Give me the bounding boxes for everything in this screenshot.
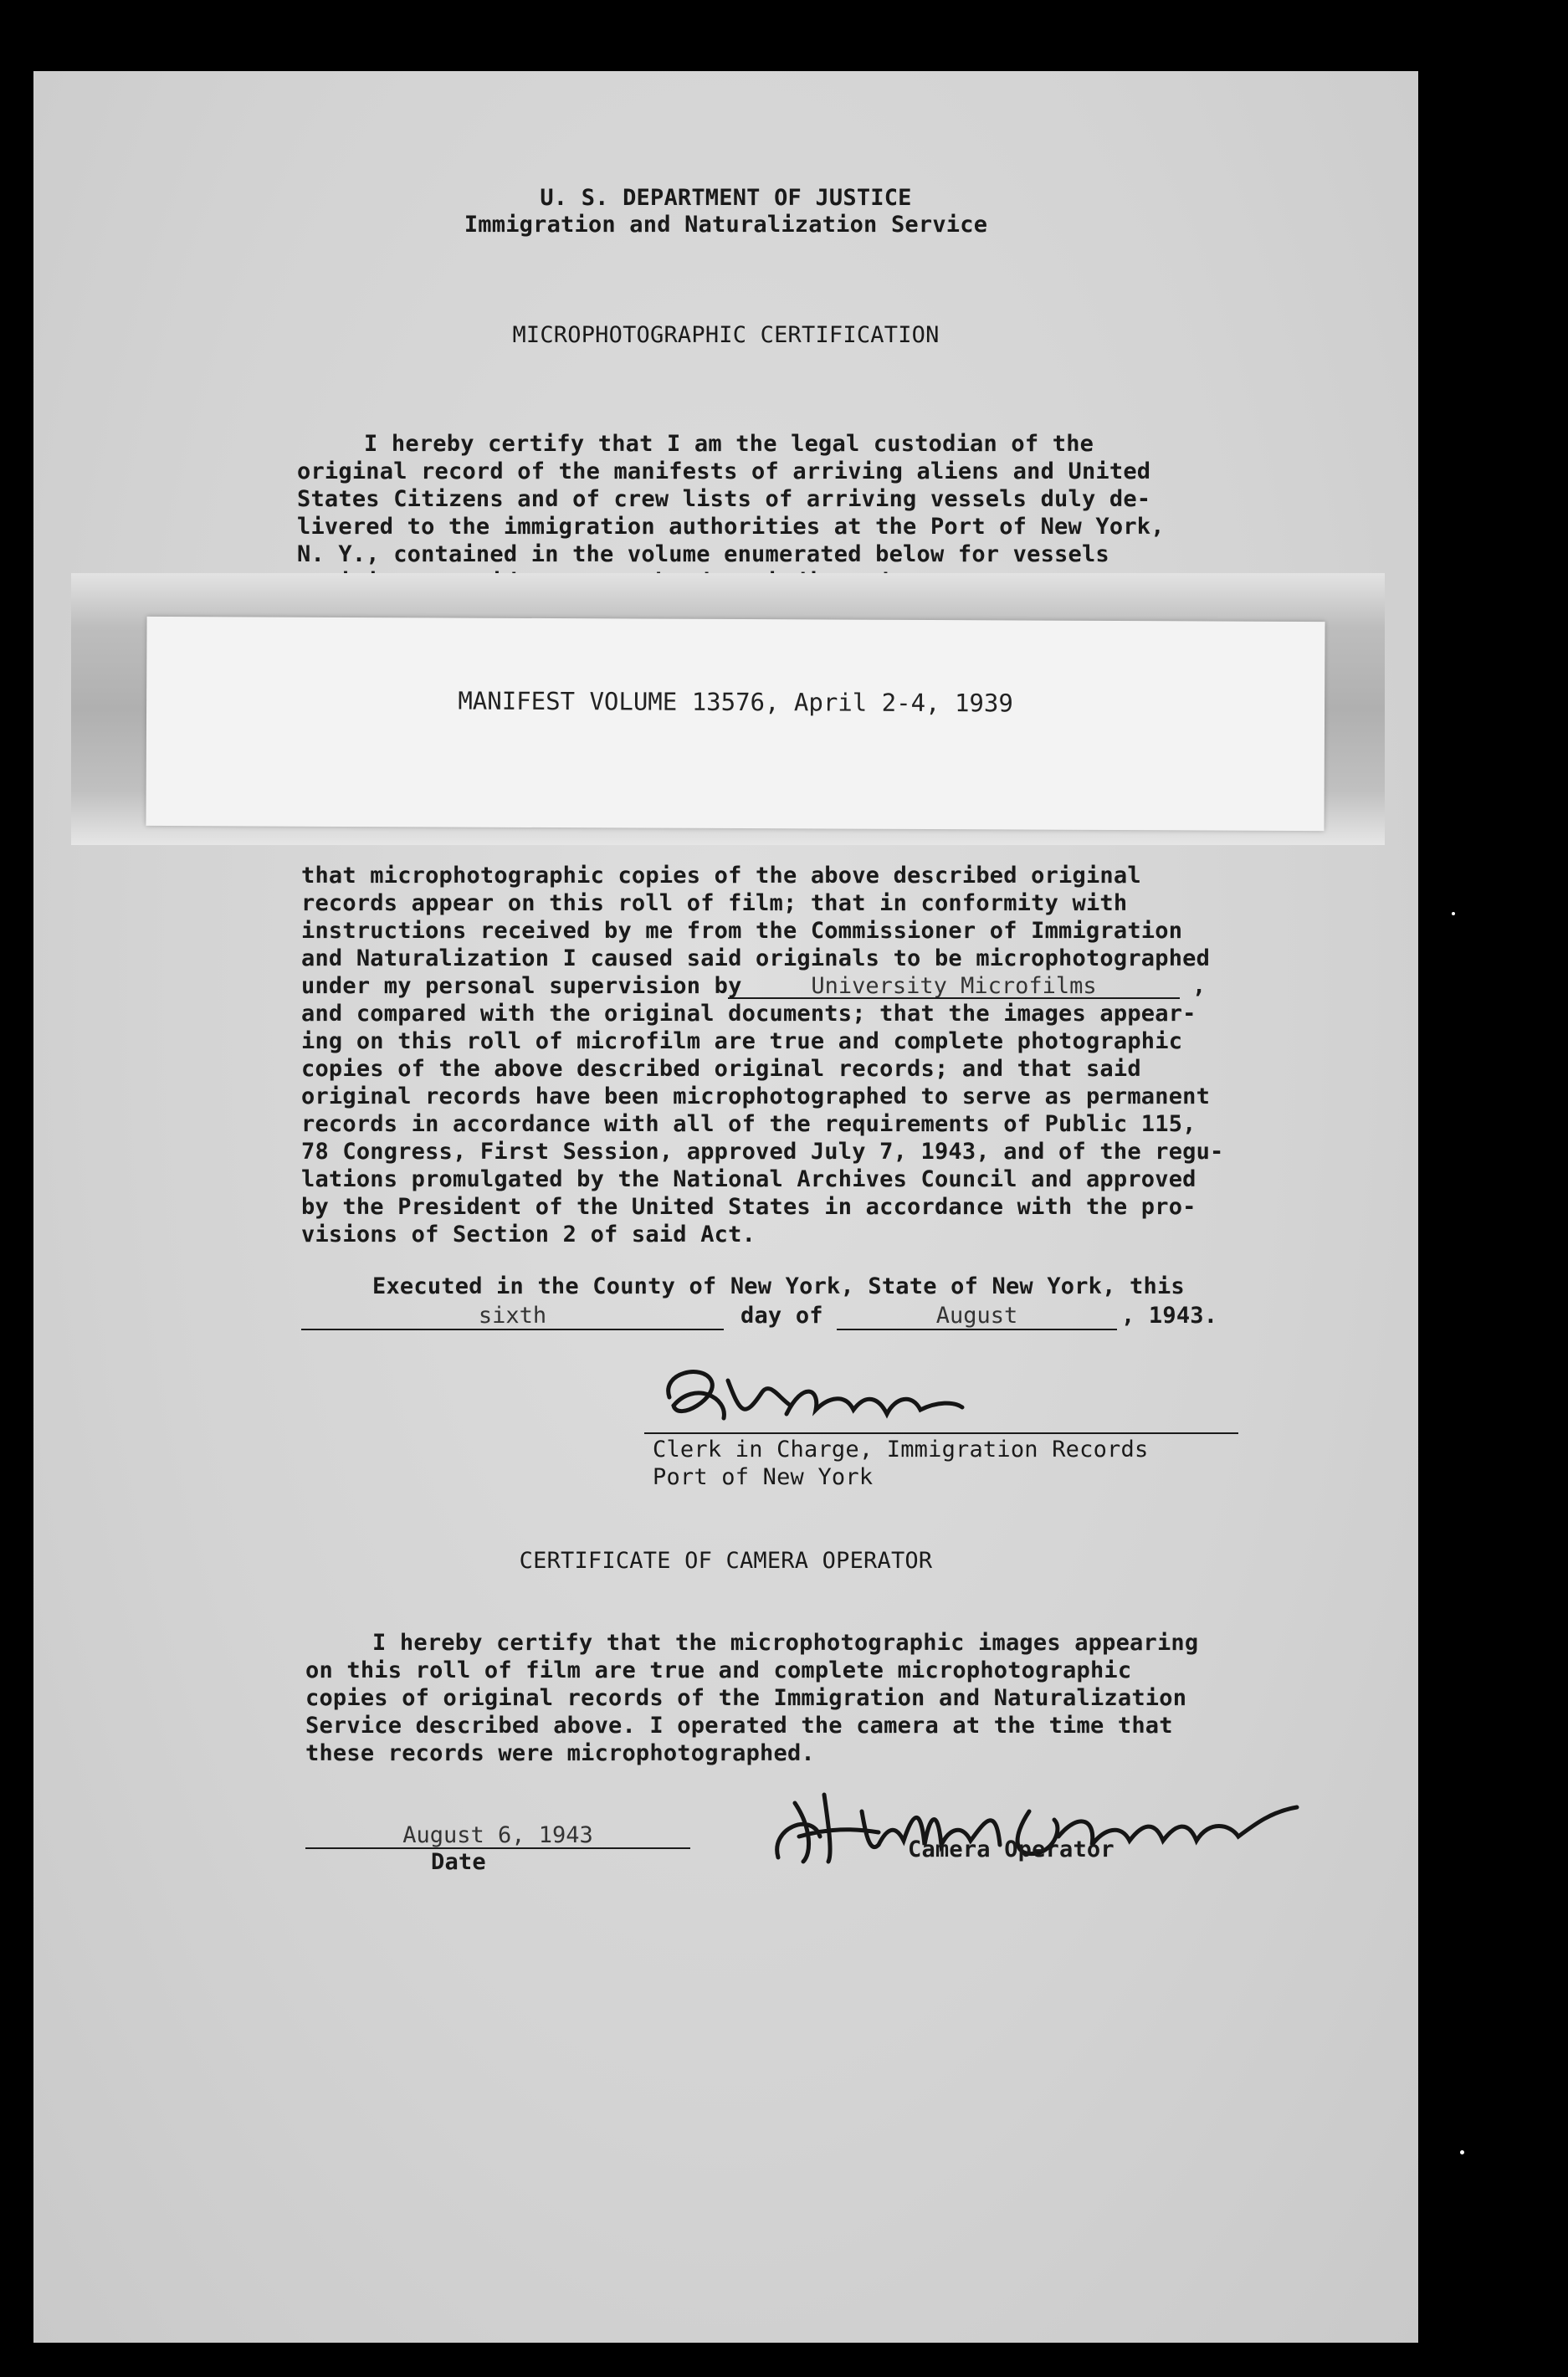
body-line: by the President of the United States in accordance with the pro-	[301, 1194, 1196, 1220]
camera-line: Service described above. I operated the camera at the time that	[305, 1713, 1173, 1739]
intro-line: livered to the immigration authorities at the Port of New York,	[297, 514, 1165, 540]
camera-operator-label: Camera Operator	[908, 1837, 1115, 1862]
execution-month: August	[935, 1303, 1018, 1329]
body-line: records in accordance with all of the requirements of Public 115,	[301, 1111, 1196, 1137]
camera-line: I hereby certify that the microphotographic images appearing	[372, 1630, 1199, 1656]
intro-line: I hereby certify that I am the legal custodian of the	[364, 431, 1094, 457]
body-line: that microphotographic copies of the above described original	[301, 863, 1141, 889]
body-line: original records have been microphotographed to serve as permanent	[301, 1083, 1211, 1109]
body-line: and compared with the original documents; that the images appear-	[301, 1001, 1196, 1027]
body-line: ing on this roll of microfilm are true and complete photographic	[301, 1028, 1183, 1054]
body-line: records appear on this roll of film; that in conformity with	[301, 890, 1128, 916]
supervisor-name: University Microfilms	[811, 973, 1097, 999]
manifest-volume-label: MANIFEST VOLUME 13576, April 2-4, 1939	[458, 686, 1013, 718]
camera-line: these records were microphotographed.	[305, 1740, 815, 1766]
supervision-prefix: under my personal supervision by	[301, 973, 742, 999]
body-line: visions of Section 2 of said Act.	[301, 1222, 756, 1247]
body-line: copies of the above described original records; and that said	[301, 1056, 1141, 1082]
department-heading: U. S. DEPARTMENT OF JUSTICE	[540, 185, 912, 211]
camera-line: on this roll of film are true and complete microphotographic	[305, 1657, 1132, 1683]
volume-slip	[146, 617, 1325, 831]
paper-sheet	[33, 71, 1418, 2343]
signer-title: Clerk in Charge, Immigration Records	[653, 1437, 1149, 1463]
body-line: lations promulgated by the National Archives Council and approved	[301, 1166, 1196, 1192]
intro-line: N. Y., contained in the volume enumerated below for vessels	[297, 541, 1109, 567]
service-heading: Immigration and Naturalization Service	[464, 212, 988, 238]
certification-title: MICROPHOTOGRAPHIC CERTIFICATION	[512, 322, 940, 348]
body-line: 78 Congress, First Session, approved July 7, 1943, and of the regu-	[301, 1139, 1224, 1165]
camera-date-value: August 6, 1943	[402, 1822, 593, 1848]
intro-line: States Citizens and of crew lists of arriving vessels duly de-	[297, 486, 1151, 512]
supervision-suffix: ,	[1192, 973, 1207, 999]
body-line: and Naturalization I caused said originals to be microphotographed	[301, 945, 1211, 971]
day-of-label: day of	[740, 1303, 823, 1329]
film-dust	[1460, 2150, 1464, 2154]
camera-certificate-title: CERTIFICATE OF CAMERA OPERATOR	[519, 1548, 933, 1574]
executed-line: Executed in the County of New York, State of New York, this	[372, 1273, 1185, 1299]
execution-day: sixth	[478, 1303, 547, 1329]
signer-location: Port of New York	[653, 1464, 874, 1490]
body-line: instructions received by me from the Commissioner of Immigration	[301, 918, 1183, 944]
execution-year: , 1943.	[1121, 1303, 1218, 1329]
intro-line: original record of the manifests of arriving aliens and United	[297, 458, 1151, 484]
camera-line: copies of original records of the Immigration and Naturalization	[305, 1685, 1187, 1711]
date-label: Date	[431, 1849, 486, 1875]
film-dust	[1452, 912, 1455, 915]
